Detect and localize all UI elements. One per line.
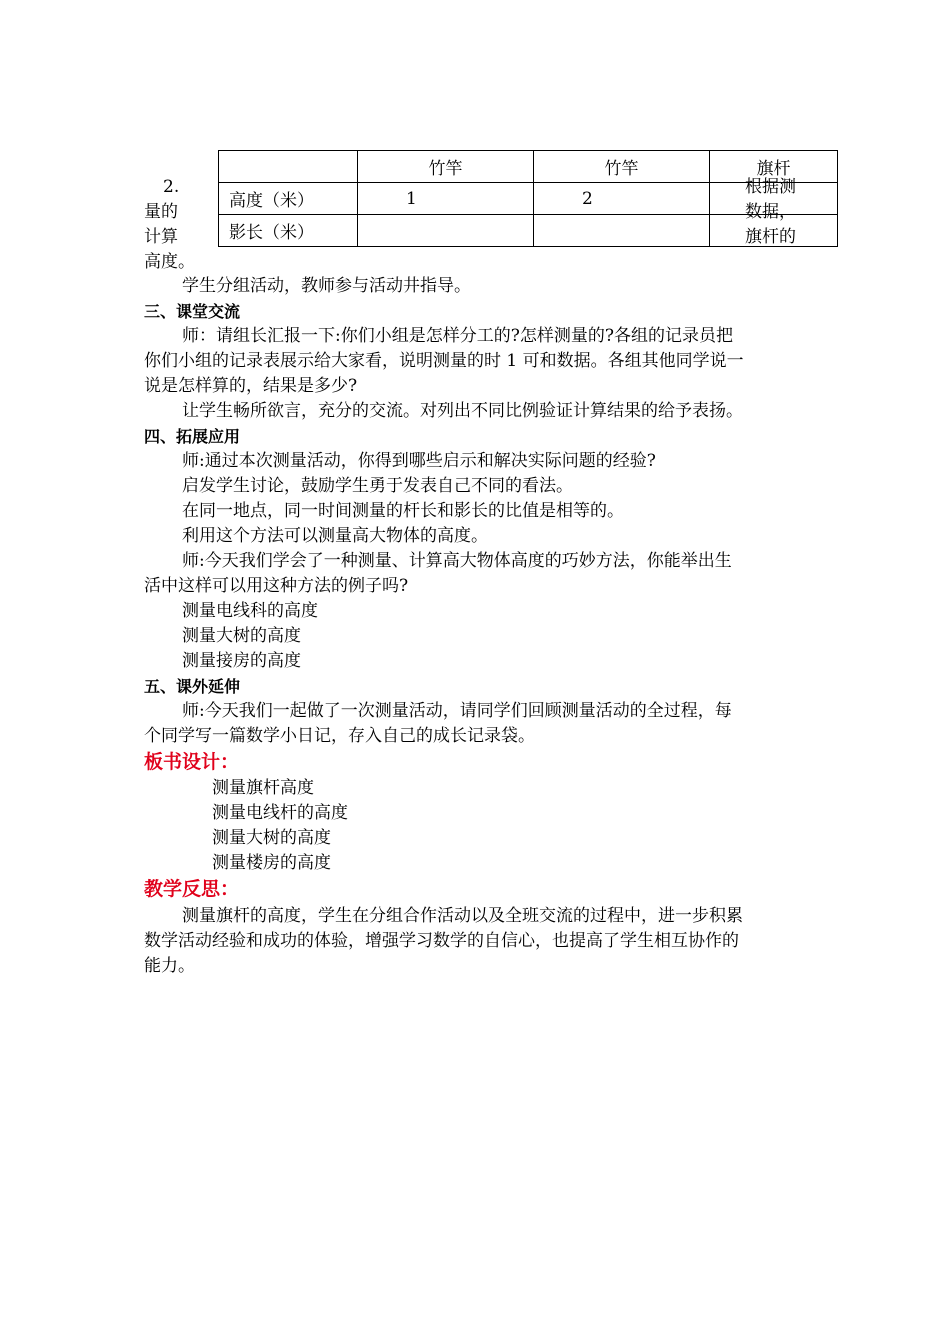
- table-header-cell: 竹竿: [358, 151, 534, 183]
- table-cell: 1: [358, 183, 534, 215]
- paragraph-line: 师:今天我们一起做了一次测量活动，请同学们回顾测量活动的全过程，每: [182, 701, 732, 721]
- paragraph-line: 你们小组的记录表展示给大家看，说明测量的时 1 可和数据。各组其他同学说一: [144, 351, 744, 371]
- paragraph-line: 师:通过本次测量活动，你得到哪些启示和解决实际问题的经验?: [182, 451, 656, 471]
- measurement-table: [218, 150, 838, 247]
- section-heading-4: 四、拓展应用: [144, 427, 241, 446]
- table-header-cell: [219, 151, 358, 183]
- paragraph-line: 师：请组长汇报一下:你们小组是怎样分工的?怎样测量的?各组的记录员把: [182, 326, 733, 346]
- section-heading-5: 五、课外延伸: [144, 677, 241, 696]
- step-right-line-3: 旗杆的: [745, 227, 796, 247]
- board-item: 测量大树的高度: [212, 828, 331, 848]
- board-item: 测量旗杆高度: [212, 778, 314, 798]
- table-cell: 2: [534, 183, 710, 215]
- step-number: 2.: [163, 177, 180, 197]
- table-cell: [534, 215, 710, 247]
- table-cell: 影长（米）: [219, 215, 358, 247]
- board-design-title: 板书设计：: [144, 751, 240, 773]
- paragraph-line: 数学活动经验和成功的体验，增强学习数学的自信心，也提高了学生相互协作的: [144, 931, 739, 951]
- table-row: [219, 183, 838, 215]
- paragraph-line: 测量旗杆的高度，学生在分组合作活动以及全班交流的过程中，进一步积累: [182, 906, 743, 926]
- section-heading-3: 三、课堂交流: [144, 302, 241, 321]
- table-header-cell: 旗杆: [710, 151, 838, 183]
- paragraph-line: 个同学写一篇数学小日记，存入自己的成长记录袋。: [144, 726, 535, 746]
- table-cell: [710, 215, 838, 247]
- table-header-row: [219, 151, 838, 183]
- table-cell: [710, 183, 838, 215]
- list-item: 测量电线科的高度: [182, 601, 318, 621]
- table-row: [219, 215, 838, 247]
- reflection-title: 教学反思：: [144, 878, 240, 900]
- paragraph-line: 利用这个方法可以测量高大物体的高度。: [182, 526, 488, 546]
- paragraph-line: 启发学生讨论，鼓励学生勇于发表自己不同的看法。: [182, 476, 573, 496]
- list-item: 测量大树的高度: [182, 626, 301, 646]
- step-right-line-1: 根据测: [745, 177, 796, 197]
- step-right-line-2: 数据，: [745, 202, 796, 222]
- table-cell: 高度（米）: [219, 183, 358, 215]
- paragraph-line: 让学生畅所欲言，充分的交流。对列出不同比例验证计算结果的给予表扬。: [182, 401, 743, 421]
- board-item: 测量楼房的高度: [212, 853, 331, 873]
- list-item: 测量接房的高度: [182, 651, 301, 671]
- paragraph-line: 说是怎样算的，结果是多少?: [144, 376, 358, 396]
- paragraph-line: 能力。: [144, 956, 195, 976]
- paragraph-line: 学生分组活动，教师参与活动井指导。: [182, 276, 471, 296]
- paragraph-line: 在同一地点，同一时间测量的杆长和影长的比值是相等的。: [182, 501, 624, 521]
- paragraph-line: 活中这样可以用这种方法的例子吗?: [144, 576, 409, 596]
- board-item: 测量电线杆的高度: [212, 803, 348, 823]
- paragraph-line: 师:今天我们学会了一种测量、计算高大物体高度的巧妙方法，你能举出生: [182, 551, 732, 571]
- table-cell: [358, 215, 534, 247]
- step-left-line-1: 量的: [144, 202, 178, 222]
- step-left-line-2: 计算: [144, 227, 178, 247]
- step-left-line-3: 高度。: [144, 252, 195, 272]
- table-header-cell: 竹竿: [534, 151, 710, 183]
